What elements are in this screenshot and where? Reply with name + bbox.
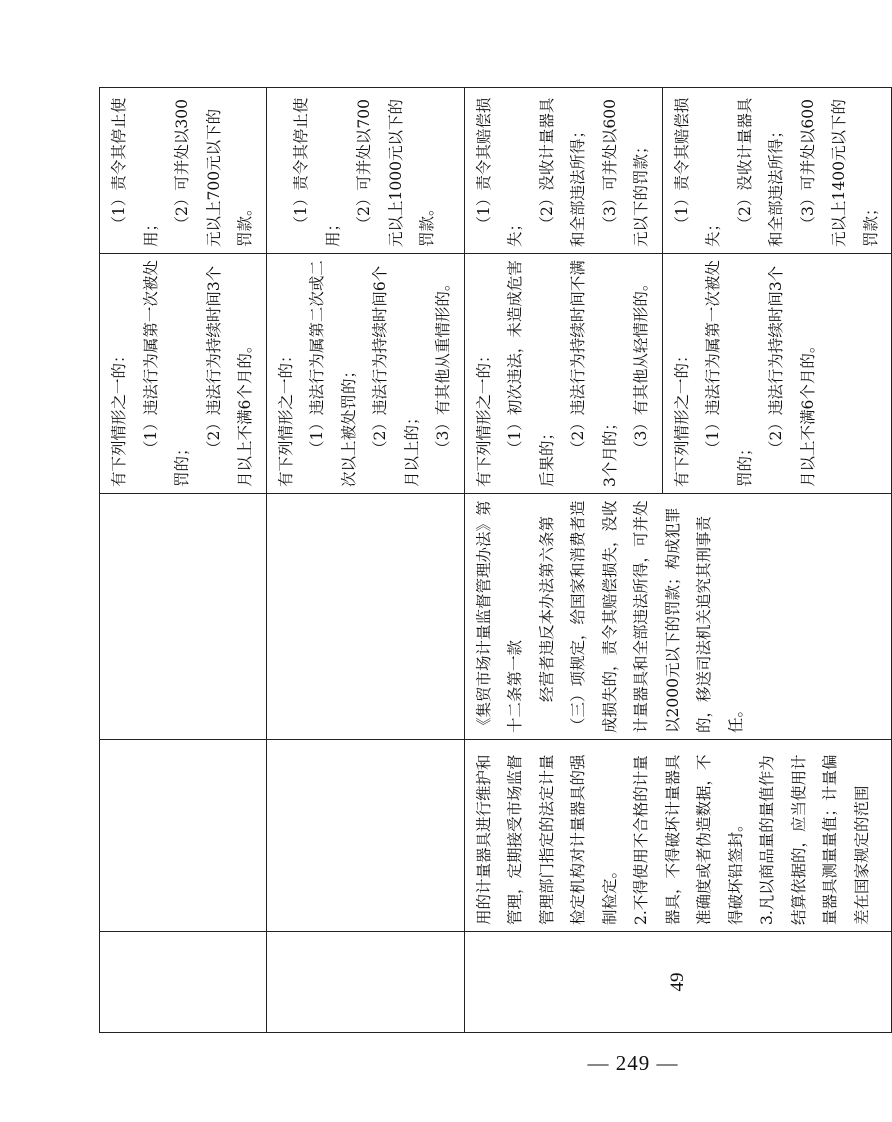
penalty-line: （1）责令其赔偿损失； — [474, 97, 524, 247]
violation-description-cell — [464, 740, 892, 932]
table-row — [464, 88, 662, 1033]
circumstance-line: （2）违法行为持续时间不满3个月的； — [569, 260, 619, 487]
legal-basis-title: 《集贸市场计量监督管理办法》第十二条第一款 — [474, 500, 524, 733]
circumstance-line: （1）违法行为属第二次或二次以上被处罚的； — [308, 260, 358, 487]
circumstance-line: （1）初次违法，未造成危害后果的； — [506, 260, 556, 487]
circumstances-cell — [662, 254, 892, 494]
description-paragraph: 3.凡以商品量的量值作为结算依据的，应当使用计量器具测量量值；计量偏差在国家规定的范围 — [758, 754, 871, 925]
penalty-cell — [464, 88, 662, 254]
circumstance-line: （3）有其他从重情形的。 — [434, 275, 452, 456]
penalty-cell — [266, 88, 464, 254]
penalty-standard-table — [99, 87, 892, 1033]
table-row — [100, 88, 267, 1033]
circumstance-line: （1）违法行为属第一次被处罚的； — [704, 260, 754, 487]
description-paragraph: 2.不得使用不合格的计量器具，不得破坏计量器具准确度或者伪造数据，不得破坏铅签封。 — [632, 754, 745, 925]
page-number: — 249 — — [587, 1051, 679, 1075]
circumstance-line: （1）违法行为属第一次被处罚的； — [141, 260, 191, 487]
legal-basis-cell — [464, 494, 892, 740]
empty-cell — [100, 932, 267, 1033]
row-number: 49 — [464, 932, 892, 1033]
circumstance-line: （2）违法行为持续时间3个月以上不满6个月的。 — [767, 265, 817, 487]
circumstances-cell — [100, 254, 267, 494]
penalty-cell — [662, 88, 892, 254]
empty-cell — [100, 740, 267, 932]
penalty-line: （3）可并处以600元以下的罚款； — [600, 99, 650, 247]
penalty-line: （3）可并处以600元以上1400元以下的罚款； — [798, 99, 880, 247]
penalty-line: （2）可并处以300元以上700元以下的罚款。 — [173, 99, 254, 247]
penalty-line: （2）没收计量器具和全部违法所得； — [735, 97, 785, 247]
circumstance-line: 有下列情形之一的： — [276, 347, 295, 487]
empty-cell — [266, 494, 464, 740]
circumstance-line: （2）违法行为持续时间3个月以上不满6个月的。 — [204, 265, 254, 487]
penalty-cell — [100, 88, 267, 254]
penalty-line: （1）责令其停止使用； — [110, 97, 160, 247]
circumstance-line: 有下列情形之一的： — [474, 347, 493, 487]
circumstance-line: 有下列情形之一的： — [672, 347, 691, 487]
empty-cell — [266, 740, 464, 932]
rotated-table-wrapper — [99, 88, 880, 1033]
circumstances-cell — [266, 254, 464, 494]
penalty-line: （2）没收计量器具和全部违法所得； — [537, 97, 587, 247]
empty-cell — [100, 494, 267, 740]
empty-cell — [266, 932, 464, 1033]
circumstances-cell — [464, 254, 662, 494]
circumstance-line: 有下列情形之一的： — [110, 347, 128, 487]
circumstance-line: （3）有其他从轻情形的。 — [632, 275, 650, 456]
legal-basis-text: 经营者违反本办法第六条第（三）项规定，给国家和消费者造成损失的，责令其赔偿损失，没收计量器具和全部违法所得，可并处以2000元以下的罚款；构成犯罪的，移送司法机关追究其刑事责任。 — [537, 500, 745, 733]
penalty-line: （2）可并处以700元以上1000元以下的罚款。 — [355, 99, 437, 247]
penalty-line: （1）责令其停止使用； — [292, 97, 342, 247]
penalty-line: （1）责令其赔偿损失； — [672, 97, 722, 247]
description-paragraph: 用的计量器具进行维护和管理，定期接受市场监督管理部门指定的法定计量检定机构对计量器具的强制检定。 — [474, 754, 619, 925]
circumstance-line: （2）违法行为持续时间6个月以上的； — [371, 265, 421, 487]
table-row — [266, 88, 464, 1033]
